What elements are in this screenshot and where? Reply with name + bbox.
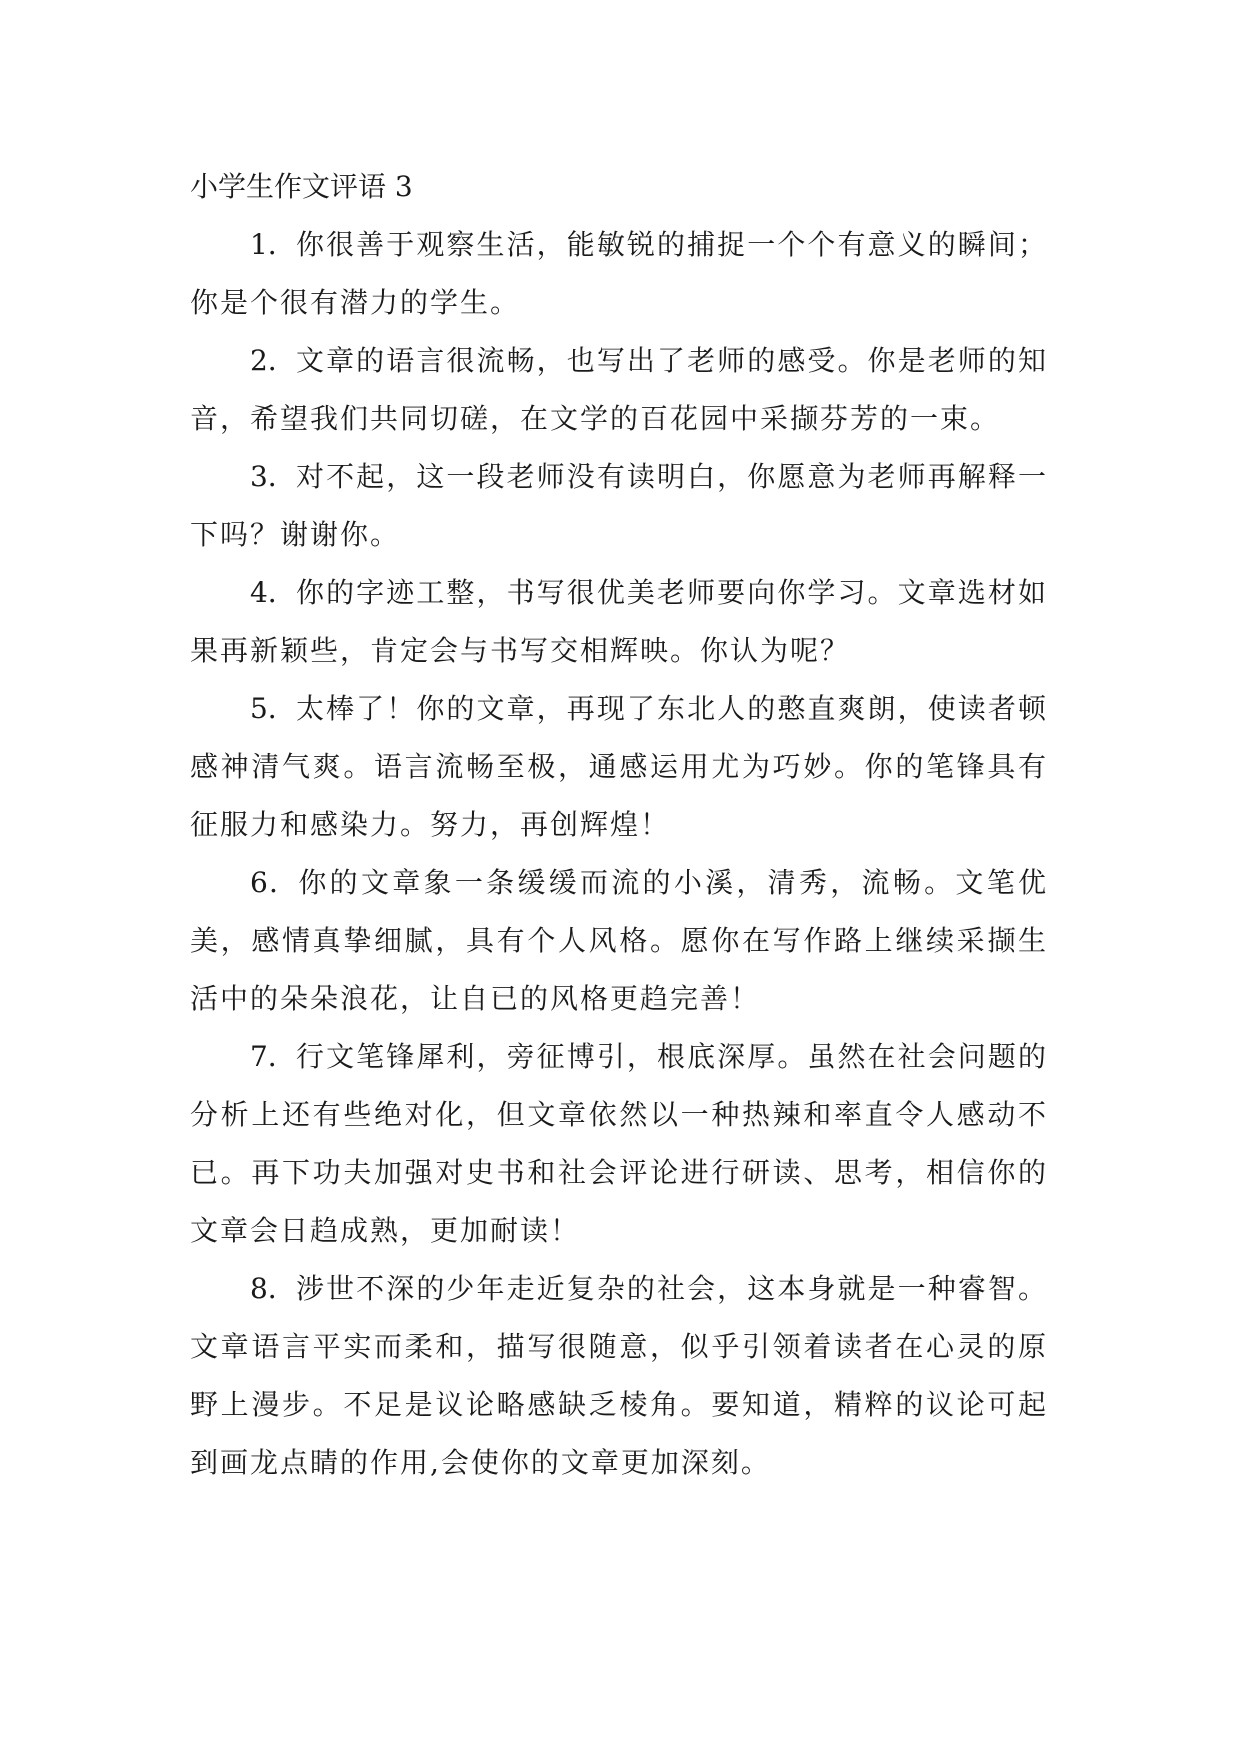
item-number: 1． [250, 228, 296, 261]
item-text: 对不起，这一段老师没有读明白，你愿意为老师再解释一下吗？谢谢你。 [190, 460, 1048, 551]
item-number: 6． [250, 866, 299, 899]
item-text: 太棒了！你的文章，再现了东北人的憨直爽朗，使读者顿感神清气爽。语言流畅至极，通感运用尤为巧妙。你的笔锋具有征服力和感染力。努力，再创辉煌！ [190, 692, 1048, 841]
comment-item-1 [190, 216, 1048, 332]
item-number: 3． [250, 460, 296, 493]
comment-item-7 [190, 1028, 1048, 1260]
comment-item-2 [190, 332, 1048, 448]
item-text: 涉世不深的少年走近复杂的社会，这本身就是一种睿智。文章语言平实而柔和，描写很随意，似乎引领着读者在心灵的原野上漫步。不足是议论略感缺乏棱角。要知道，精粹的议论可起到画龙点睛的作用,会使你的文章更加深刻。 [190, 1272, 1048, 1479]
item-text: 行文笔锋犀利，旁征博引，根底深厚。虽然在社会问题的分析上还有些绝对化，但文章依然以一种热辣和率直令人感动不已。再下功夫加强对史书和社会评论进行研读、思考，相信你的文章会日趋成熟，更加耐读！ [190, 1040, 1048, 1247]
item-number: 8． [250, 1272, 296, 1305]
comment-item-4 [190, 564, 1048, 680]
item-number: 7． [250, 1040, 296, 1073]
comment-item-8 [190, 1260, 1048, 1492]
comment-item-5 [190, 680, 1048, 854]
document-page [190, 158, 1048, 1492]
item-text: 你的文章象一条缓缓而流的小溪，清秀，流畅。文笔优美，感情真挚细腻，具有个人风格。愿你在写作路上继续采撷生活中的朵朵浪花，让自已的风格更趋完善！ [190, 866, 1048, 1015]
item-text: 你的字迹工整，书写很优美老师要向你学习。文章选材如果再新颖些，肯定会与书写交相辉映。你认为呢？ [190, 576, 1048, 667]
item-number: 2． [250, 344, 296, 377]
comment-item-6 [190, 854, 1048, 1028]
item-text: 文章的语言很流畅，也写出了老师的感受。你是老师的知音，希望我们共同切磋，在文学的百花园中采撷芬芳的一束。 [190, 344, 1048, 435]
comment-item-3 [190, 448, 1048, 564]
document-title: 小学生作文评语 3 [190, 170, 413, 203]
item-text: 你很善于观察生活，能敏锐的捕捉一个个有意义的瞬间；你是个很有潜力的学生。 [190, 228, 1048, 319]
item-number: 5． [250, 692, 296, 725]
item-number: 4． [250, 576, 296, 609]
